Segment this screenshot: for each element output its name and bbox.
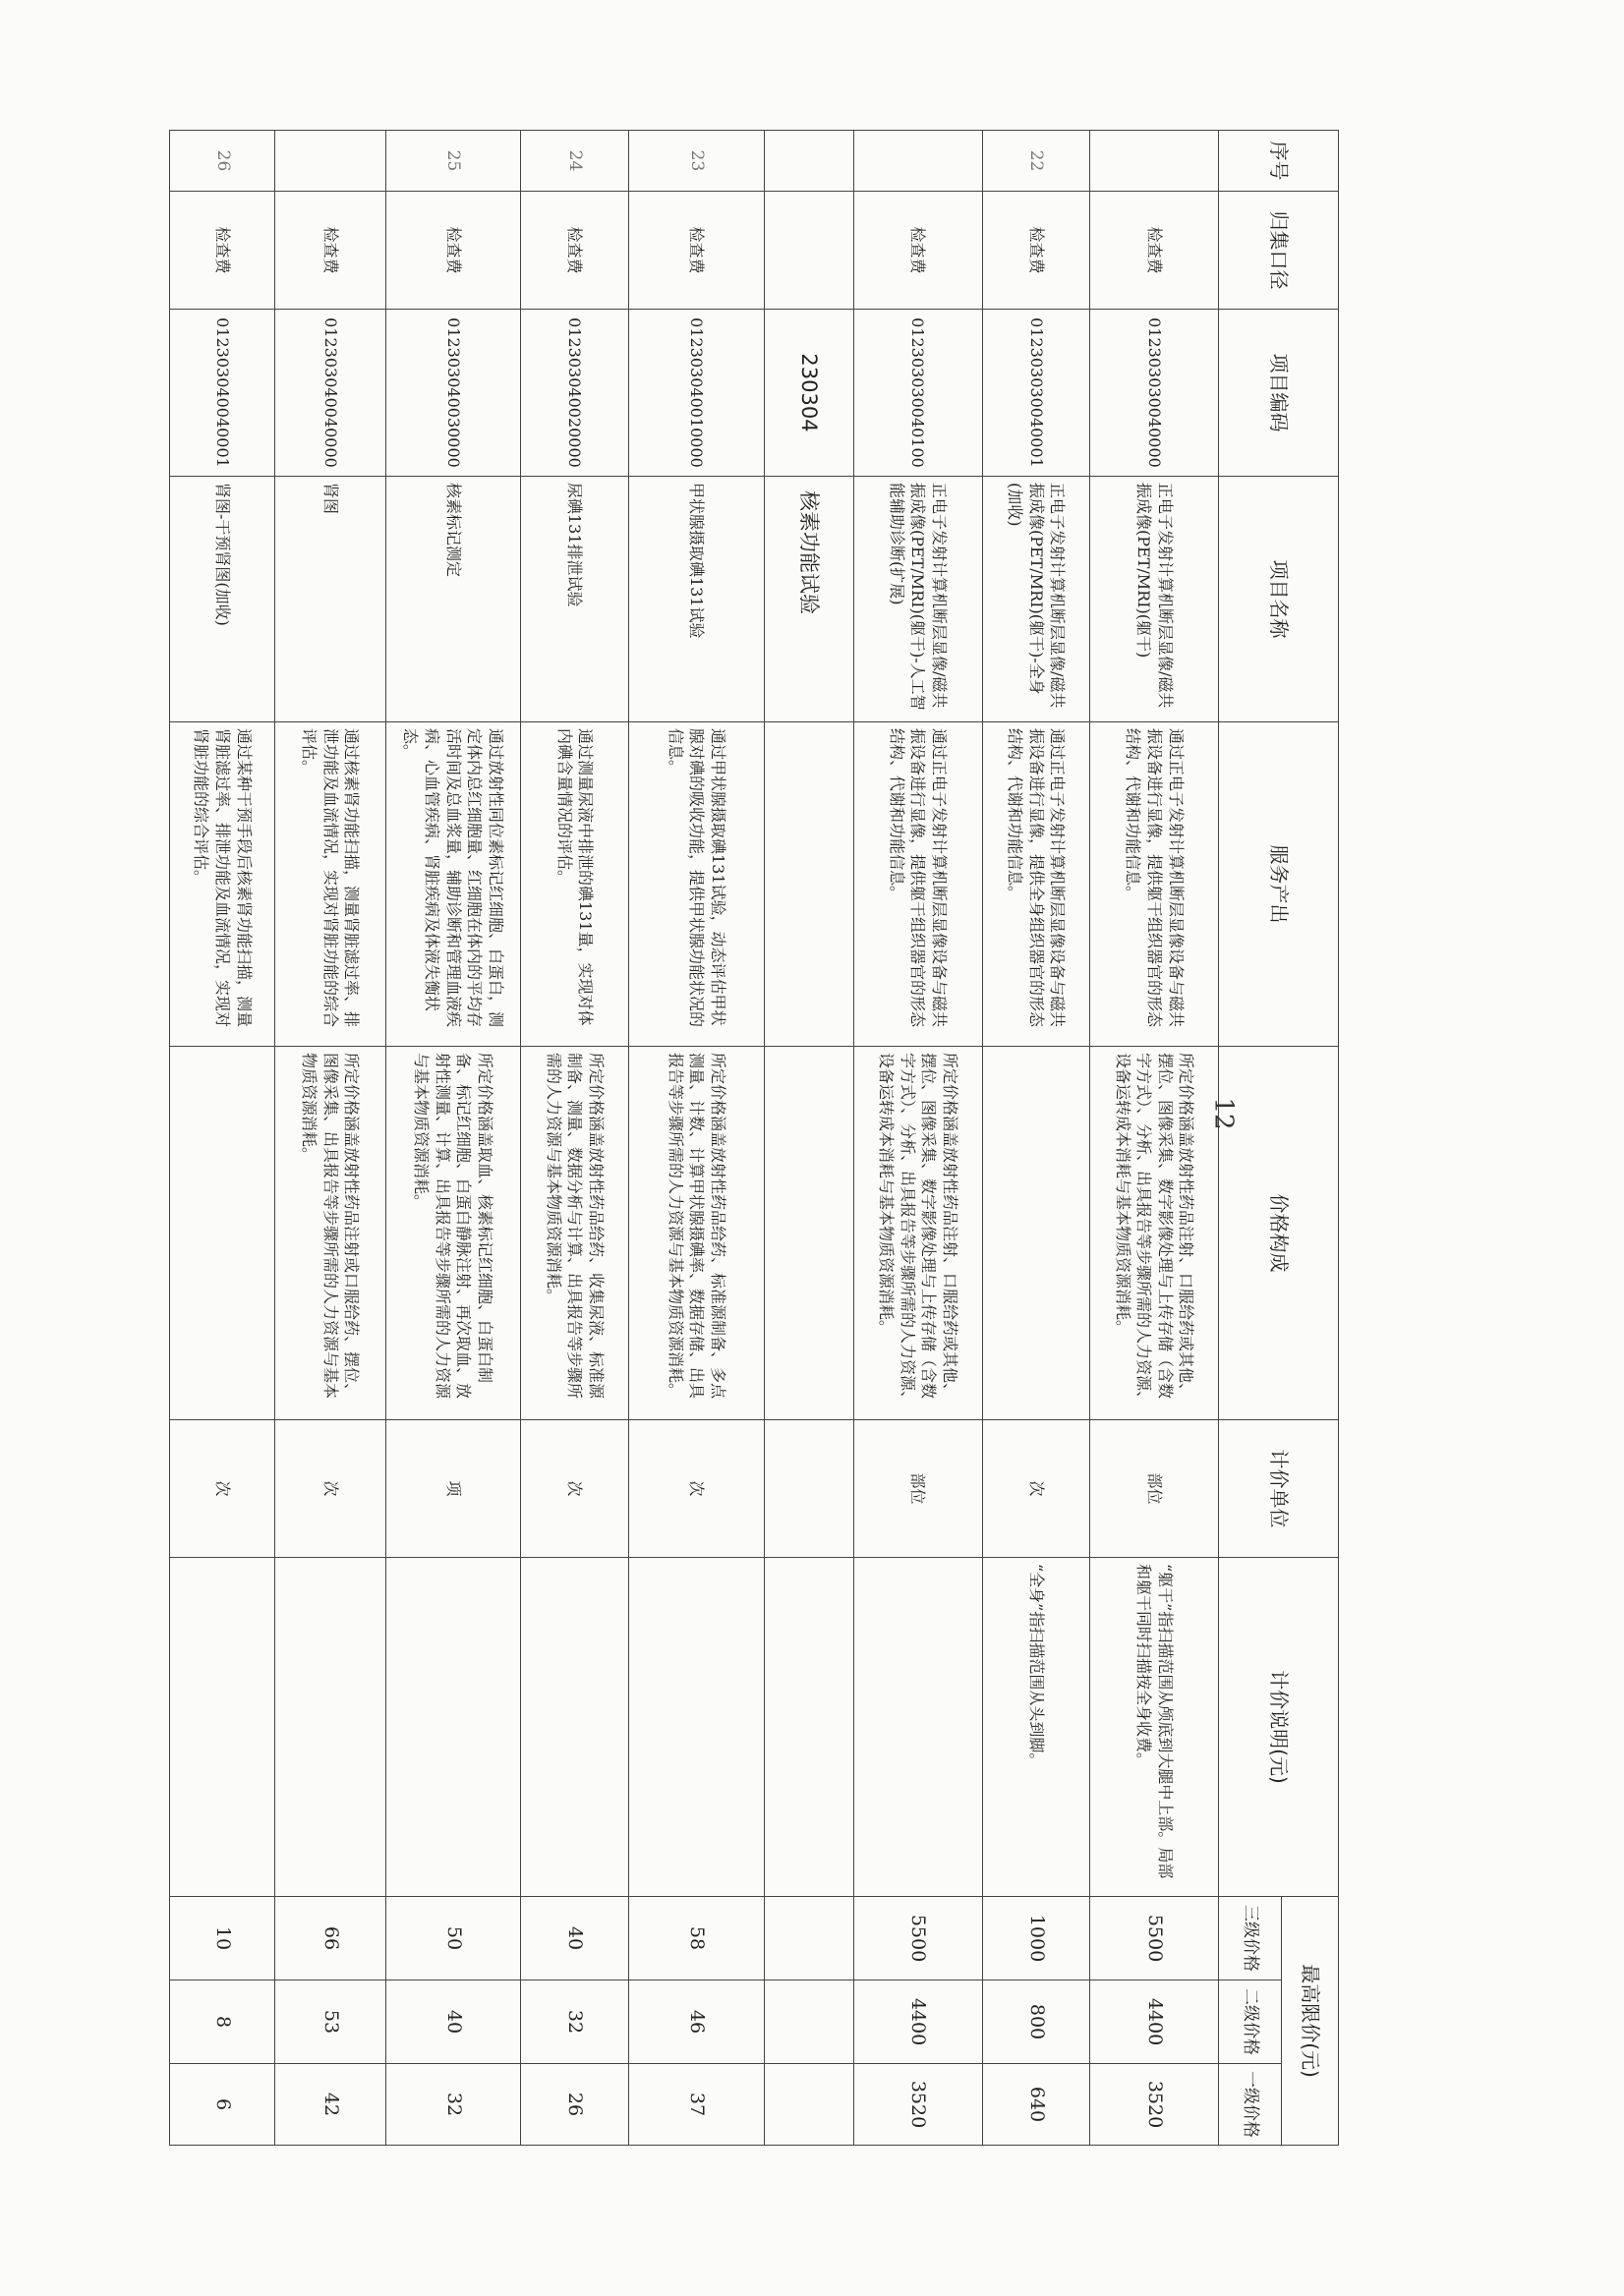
cell-seq: 22 bbox=[982, 131, 1090, 192]
table-row bbox=[521, 131, 629, 2146]
cell-output: 通过核素肾功能扫描，测量肾脏滤过率、排泄功能及血流情况，实现对肾脏功能的综合评估。 bbox=[275, 722, 385, 1047]
section-code: 230304 bbox=[764, 310, 853, 477]
section-row bbox=[764, 131, 853, 2146]
header-code: 项目编码 bbox=[1219, 310, 1339, 477]
cell-composition: 所定价格涵盖取血、核素标记红细胞、白蛋白制备、标记红细胞、白蛋白静脉注射、再次取血、放射性测量、计算、出具报告等步骤所需的人力资源与基本物质资源消耗。 bbox=[385, 1047, 521, 1420]
table-row bbox=[629, 131, 765, 2146]
cell-price2: 800 bbox=[982, 1980, 1090, 2064]
cell-price3: 10 bbox=[170, 1897, 275, 1980]
cell-price2: 4400 bbox=[853, 1980, 982, 2064]
cell-price2: 46 bbox=[629, 1980, 765, 2064]
cell-composition: 所定价格涵盖放射性药品注射、口服给药或其他、摆位、图像采集、数字影像处理与上传存储（含数字方式）、分析、出具报告等步骤所需的人力资源、设备运转成本消耗与基本物质资源消耗。 bbox=[853, 1047, 982, 1420]
cell-price3: 5500 bbox=[853, 1897, 982, 1980]
cell-note bbox=[385, 1558, 521, 1897]
cell-price1: 6 bbox=[170, 2064, 275, 2146]
cell-seq bbox=[853, 131, 982, 192]
cell-note: “躯干”指扫描范围从颅底到大腿中上部。局部和躯干同时扫描按全身收费。 bbox=[1090, 1558, 1219, 1897]
cell-note: “全身”指扫描范围从头到脚。 bbox=[982, 1558, 1090, 1897]
cell-code: 012303040020000 bbox=[521, 310, 629, 477]
cell-price3: 40 bbox=[521, 1897, 629, 1980]
cell-composition: 所定价格涵盖放射性药品注射或口服给药、摆位、图像采集、出具报告等步骤所需的人力资源与基本物质资源消耗。 bbox=[275, 1047, 385, 1420]
cell-price1: 26 bbox=[521, 2064, 629, 2146]
cell-output: 通过测量尿液中排泄的碘131量，实现对体内碘含量情况的评估。 bbox=[521, 722, 629, 1047]
cell-composition: 所定价格涵盖放射性药品给药、标准源制备、多点测量、计数、计算甲状腺摄碘率、数据存储、出具报告等步骤所需的人力资源与基本物质资源消耗。 bbox=[629, 1047, 765, 1420]
cell-price3: 1000 bbox=[982, 1897, 1090, 1980]
cell-seq: 26 bbox=[170, 131, 275, 192]
cell-name: 正电子发射计算机断层显像/磁共振成像(PET/MRI)(躯干) bbox=[1090, 477, 1219, 722]
cell-note bbox=[275, 1558, 385, 1897]
cell-note bbox=[629, 1558, 765, 1897]
cell-output: 通过正电子发射计算机断层显像设备与磁共振设备进行显像，提供躯干组织器官的形态结构、代谢和功能信息。 bbox=[1090, 722, 1219, 1047]
header-price-level2: 二级价格 bbox=[1219, 1980, 1282, 2064]
table-row bbox=[170, 131, 275, 2146]
cell-category: 检查费 bbox=[1090, 192, 1219, 310]
cell-name: 甲状腺摄取碘131试验 bbox=[629, 477, 765, 722]
cell-price3: 66 bbox=[275, 1897, 385, 1980]
cell-code: 012303040040001 bbox=[170, 310, 275, 477]
header-name: 项目名称 bbox=[1219, 477, 1339, 722]
cell-unit: 部位 bbox=[1090, 1420, 1219, 1558]
cell-code: 012303040040000 bbox=[275, 310, 385, 477]
header-category: 归集口径 bbox=[1219, 192, 1339, 310]
cell-composition: 所定价格涵盖放射性药品给药、收集尿液、标准源制备、测量、数据分析与计算、出具报告等步骤所需的人力资源与基本物质资源消耗。 bbox=[521, 1047, 629, 1420]
price-table bbox=[169, 130, 1339, 2146]
cell-price1: 32 bbox=[385, 2064, 521, 2146]
cell-category: 检查费 bbox=[521, 192, 629, 310]
cell-composition: 所定价格涵盖放射性药品注射、口服给药或其他、摆位、图像采集、数字影像处理与上传存储（含数字方式）、分析、出具报告等步骤所需的人力资源、设备运转成本消耗与基本物质资源消耗。 bbox=[1090, 1047, 1219, 1420]
cell-price2: 53 bbox=[275, 1980, 385, 2064]
cell-note bbox=[853, 1558, 982, 1897]
cell-unit: 项 bbox=[385, 1420, 521, 1558]
cell-category: 检查费 bbox=[170, 192, 275, 310]
cell-note bbox=[170, 1558, 275, 1897]
cell-output: 通过甲状腺摄取碘131试验，动态评估甲状腺对碘的吸收功能，提供甲状腺功能状况的信息。 bbox=[629, 722, 765, 1047]
header-price-level1: 一级价格 bbox=[1219, 2064, 1282, 2146]
cell-category: 检查费 bbox=[385, 192, 521, 310]
cell-output: 通过放射性同位素标记红细胞、白蛋白，测定体内总红细胞量、红细胞在体内的平均存活时间及总血浆量，辅助诊断和管理血液疾病、心血管疾病、肾脏疾病及体液失衡状态。 bbox=[385, 722, 521, 1047]
cell-price2: 32 bbox=[521, 1980, 629, 2064]
price-table-rotated bbox=[169, 130, 1339, 2145]
table-row bbox=[853, 131, 982, 2146]
cell-category: 检查费 bbox=[275, 192, 385, 310]
cell-unit: 部位 bbox=[853, 1420, 982, 1558]
cell-category: 检查费 bbox=[982, 192, 1090, 310]
cell-unit: 次 bbox=[629, 1420, 765, 1558]
cell-output: 通过正电子发射计算机断层显像设备与磁共振设备进行显像，提供全身组织器官的形态结构、代谢和功能信息。 bbox=[982, 722, 1090, 1047]
cell-name: 正电子发射计算机断层显像/磁共振成像(PET/MRI)(躯干)-全身(加收) bbox=[982, 477, 1090, 722]
cell-price2: 8 bbox=[170, 1980, 275, 2064]
cell-price3: 58 bbox=[629, 1897, 765, 1980]
cell-price1: 3520 bbox=[853, 2064, 982, 2146]
cell-name: 尿碘131排泄试验 bbox=[521, 477, 629, 722]
cell-unit: 次 bbox=[170, 1420, 275, 1558]
cell-seq: 25 bbox=[385, 131, 521, 192]
header-note: 计价说明(元) bbox=[1219, 1558, 1339, 1897]
cell-code: 012303040010000 bbox=[629, 310, 765, 477]
header-price-level3: 三级价格 bbox=[1219, 1897, 1282, 1980]
cell-unit: 次 bbox=[982, 1420, 1090, 1558]
cell-name: 核素标记测定 bbox=[385, 477, 521, 722]
cell-name: 正电子发射计算机断层显像/磁共振成像(PET/MRI)(躯干)-人工智能辅助诊断(扩展) bbox=[853, 477, 982, 722]
cell-name: 肾图 bbox=[275, 477, 385, 722]
cell-seq bbox=[275, 131, 385, 192]
section-title: 核素功能试验 bbox=[764, 477, 853, 722]
header-unit: 计价单位 bbox=[1219, 1420, 1339, 1558]
cell-output: 通过正电子发射计算机断层显像设备与磁共振设备进行显像，提供躯干组织器官的形态结构、代谢和功能信息。 bbox=[853, 722, 982, 1047]
cell-price3: 5500 bbox=[1090, 1897, 1219, 1980]
cell-price1: 37 bbox=[629, 2064, 765, 2146]
header-composition: 价格构成 bbox=[1219, 1047, 1339, 1420]
header-max-price: 最高限价(元) bbox=[1282, 1897, 1339, 2146]
cell-note bbox=[521, 1558, 629, 1897]
cell-price1: 42 bbox=[275, 2064, 385, 2146]
cell-seq: 24 bbox=[521, 131, 629, 192]
cell-composition bbox=[170, 1047, 275, 1420]
cell-code: 012303040030000 bbox=[385, 310, 521, 477]
cell-price1: 3520 bbox=[1090, 2064, 1219, 2146]
table-row bbox=[385, 131, 521, 2146]
table-row bbox=[275, 131, 385, 2146]
cell-seq bbox=[1090, 131, 1219, 192]
cell-output: 通过某种干预手段后核素肾功能扫描，测量肾脏滤过率、排泄功能及血流情况，实现对肾脏功能的综合评估。 bbox=[170, 722, 275, 1047]
header-seq: 序号 bbox=[1219, 131, 1339, 192]
cell-seq: 23 bbox=[629, 131, 765, 192]
page-number: 12 bbox=[1208, 1097, 1239, 1130]
cell-code: 012303030040000 bbox=[1090, 310, 1219, 477]
cell-price2: 40 bbox=[385, 1980, 521, 2064]
cell-unit: 次 bbox=[275, 1420, 385, 1558]
cell-composition bbox=[982, 1047, 1090, 1420]
cell-price3: 50 bbox=[385, 1897, 521, 1980]
cell-code: 012303030040100 bbox=[853, 310, 982, 477]
cell-category: 检查费 bbox=[629, 192, 765, 310]
table-row bbox=[1090, 131, 1219, 2146]
table-row bbox=[982, 131, 1090, 2146]
cell-unit: 次 bbox=[521, 1420, 629, 1558]
cell-code: 012303030040001 bbox=[982, 310, 1090, 477]
header-output: 服务产出 bbox=[1219, 722, 1339, 1047]
cell-name: 肾图-干预肾图(加收) bbox=[170, 477, 275, 722]
cell-category: 检查费 bbox=[853, 192, 982, 310]
cell-price2: 4400 bbox=[1090, 1980, 1219, 2064]
cell-price1: 640 bbox=[982, 2064, 1090, 2146]
